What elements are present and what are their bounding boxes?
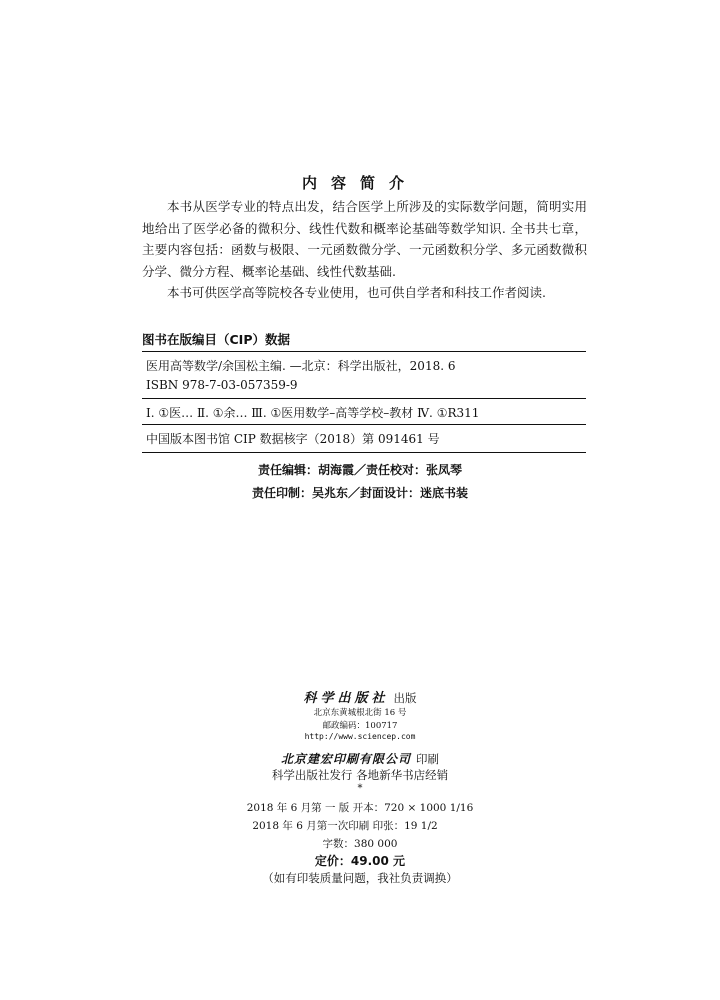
printer-logo: 北京建宏印刷有限公司 bbox=[280, 752, 411, 766]
publisher-address: 北京东黄城根北街 16 号 bbox=[313, 708, 407, 718]
publisher-suffix: 出版 bbox=[393, 691, 417, 705]
publisher-line bbox=[0, 687, 720, 706]
cip-rule-mid2 bbox=[142, 424, 586, 425]
summary-title: 内容简介 bbox=[301, 174, 418, 192]
printer-line bbox=[0, 748, 720, 767]
edition-line: 2018 年 6 月第 一 版 开本：720 × 1000 1/16 bbox=[246, 802, 474, 814]
cip-line-classification: Ⅰ. ①医… Ⅱ. ①余… Ⅲ. ①医用数学–高等学校–教材 Ⅳ. ①R311 bbox=[146, 406, 480, 420]
cip-title: 图书在版编目（CIP）数据 bbox=[142, 332, 290, 347]
word-count: 字数：380 000 bbox=[322, 838, 398, 850]
editors-line-2: 责任印制：吴兆东／封面设计：迷底书装 bbox=[251, 486, 468, 500]
publisher-url: http://www.sciencep.com bbox=[304, 732, 416, 741]
printing-line: 2018 年 6 月第一次印刷 印张：19 1/2 bbox=[252, 820, 438, 832]
cip-rule-top bbox=[142, 351, 586, 352]
summary-paragraph: 本书可供医学高等院校各专业使用，也可供自学者和科技工作者阅读. bbox=[167, 285, 546, 300]
publisher-logo: 科学出版社 bbox=[303, 691, 389, 706]
separator-star: * bbox=[357, 783, 363, 794]
cip-rule-bottom bbox=[142, 452, 586, 453]
summary-paragraph: 本书从医学专业的特点出发，结合医学上所涉及的实际数学问题，简明实用地给出了医学必备的微积分、线性代数和概率论基础等数学知识. 全书共七章，主要内容包括：函数与极限、一元函数微分学、一元函数积分学、多元函数微积分学、微分方程、概率论基础、线性代数基础. bbox=[142, 199, 587, 279]
editors-line-1: 责任编辑：胡海霞／责任校对：张凤琴 bbox=[257, 463, 462, 477]
cip-line-isbn: ISBN 978-7-03-057359-9 bbox=[146, 378, 298, 392]
cip-rule-mid bbox=[142, 398, 586, 399]
summary-body bbox=[142, 196, 587, 304]
publisher-postcode: 邮政编码：100717 bbox=[322, 721, 398, 731]
cip-line-title: 医用高等数学/余国松主编. —北京：科学出版社，2018. 6 bbox=[146, 359, 456, 373]
cip-line-record: 中国版本图书馆 CIP 数据核字（2018）第 091461 号 bbox=[146, 432, 440, 446]
quality-note: （如有印装质量问题，我社负责调换） bbox=[262, 871, 458, 885]
price: 定价：49.00 元 bbox=[314, 854, 406, 868]
distribution-line: 科学出版社发行 各地新华书店经销 bbox=[271, 768, 449, 782]
printer-suffix: 印刷 bbox=[416, 752, 440, 766]
